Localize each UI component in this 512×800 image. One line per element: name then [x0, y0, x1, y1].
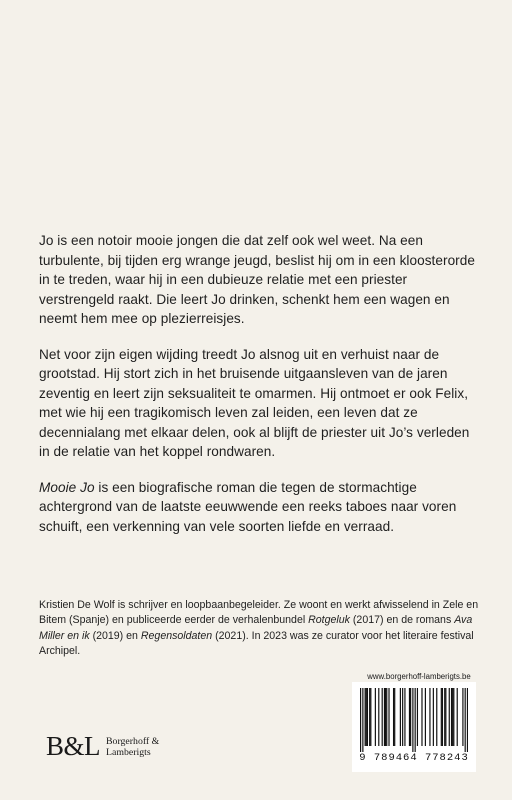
publisher-name-line-2: Lamberigts: [106, 746, 151, 758]
barcode-bar: [394, 688, 395, 746]
barcode-bar: [393, 688, 394, 746]
barcode-bar: [365, 688, 366, 746]
barcode-bar: [360, 688, 361, 752]
bio-text-2: (2017) en de romans: [349, 614, 455, 627]
book-title: Mooie Jo: [39, 479, 95, 495]
barcode-bar: [449, 688, 450, 746]
barcode-bar: [385, 688, 386, 746]
barcode-bar: [366, 688, 367, 746]
publisher-name: [106, 736, 159, 758]
barcode-bar: [444, 688, 445, 746]
barcode: [352, 682, 476, 772]
barcode-bar: [415, 688, 416, 752]
barcode-bar: [388, 688, 389, 746]
barcode-bar: [433, 688, 434, 746]
publisher-logo: [46, 733, 159, 760]
author-bio: [39, 598, 479, 660]
barcode-bar: [417, 688, 418, 746]
barcode-bar: [457, 688, 458, 746]
barcode-bar: [404, 688, 405, 746]
back-cover-blurb: [39, 231, 479, 552]
barcode-bar: [369, 688, 370, 746]
barcode-bar: [441, 688, 442, 746]
blurb-paragraph-2: Net voor zijn eigen wijding treedt Jo alsnog uit en verhuist naar de grootstad. Hij stort zich in het bruisende uitgaansleven van de jaren zeventig en leert zijn seksualiteit te omarmen. Hij ontmoet er ook Felix, met wie hij een tragikomisch leven zal leiden, een leven dat ze decennialang met elkaar delen, ook al blijft de priester uit Jo’s verleden in de relatie van het koppel rondwaren.: [39, 346, 470, 459]
barcode-bar: [445, 688, 446, 746]
barcode-bar: [451, 688, 452, 746]
barcode-bar: [409, 688, 410, 746]
barcode-bar: [467, 688, 468, 752]
barcode-bar: [436, 688, 437, 746]
barcode-bar: [402, 688, 403, 746]
bio-book-3: Regensoldaten: [140, 629, 213, 642]
bio-book-2: Ava Miller en ik: [39, 614, 473, 642]
publisher-logo-mark: B&L: [46, 731, 101, 761]
barcode-bar: [465, 688, 466, 752]
barcode-bar: [425, 688, 426, 746]
isbn-number: 9 789464 778243: [359, 752, 469, 764]
barcode-bars: [360, 688, 468, 752]
barcode-bar: [378, 688, 379, 746]
barcode-bar: [382, 688, 383, 746]
bio-text-1: Kristien De Wolf is schrijver en loopbaanbegeleider. Ze woont en werkt afwisselend in Zele en Bitem (Spanje) en publiceerde eerder de verhalenbundel: [39, 599, 479, 627]
barcode-bar: [375, 688, 376, 746]
barcode-bar: [410, 688, 411, 746]
barcode-bar: [453, 688, 454, 746]
blurb-paragraph-1: Jo is een notoir mooie jongen die dat zelf ook wel weet. Na een turbulente, bij tijden erg wrange jeugd, beslist hij om in een kloosterorde in te treden, waar hij in een dubieuze relatie met een priester verstrengeld raakt. Die leert Jo drinken, schenkt hem een wagen en neemt hem mee op plezierreisjes.: [39, 233, 475, 326]
bio-text-4: (2021). In 2023 was ze curator voor het literaire festival Archipel.: [39, 629, 474, 658]
barcode-bar: [362, 688, 363, 752]
barcode-bar: [400, 688, 401, 746]
barcode-bar: [421, 688, 422, 746]
bio-text-3: (2019) en: [89, 629, 141, 642]
barcode-bar: [452, 688, 453, 746]
barcode-bar: [429, 688, 430, 746]
barcode-bar: [412, 688, 413, 752]
blurb-paragraph-3-text: is een biografische roman die tegen de stormachtige achtergrond van de laatste eeuwwende een reeks taboes naar voren schuift, een verkenning van vele soorten liefde en verraad.: [39, 479, 457, 534]
publisher-name-line-1: Borgerhoff &: [106, 735, 160, 747]
bio-book-1: Rotgeluk: [308, 614, 350, 627]
barcode-bar: [370, 688, 371, 746]
barcode-bar: [442, 688, 443, 746]
blurb-paragraph-3: [39, 478, 479, 537]
barcode-bar: [384, 688, 385, 746]
barcode-bar: [462, 688, 463, 746]
barcode-bar: [386, 688, 387, 746]
barcode-bar: [367, 688, 368, 746]
publisher-url: www.borgerhoff-lamberigts.be: [367, 672, 471, 681]
